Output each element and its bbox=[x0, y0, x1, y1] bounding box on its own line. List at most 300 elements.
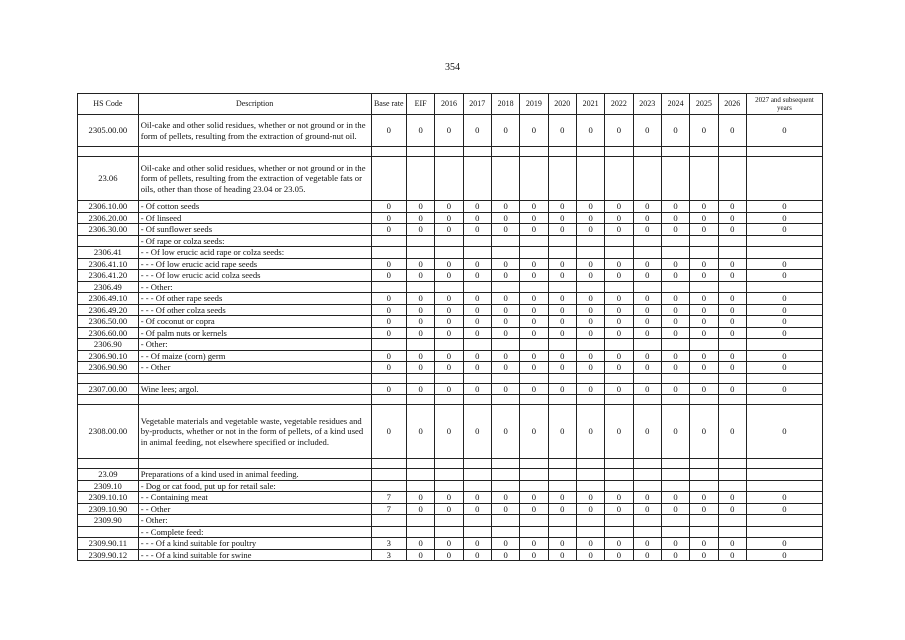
rate-cell: 3 bbox=[371, 549, 406, 561]
rate-cell bbox=[746, 235, 822, 247]
rate-cell: 0 bbox=[605, 549, 633, 561]
hs-code-cell: 2309.90.12 bbox=[78, 549, 139, 561]
rate-cell: 0 bbox=[371, 258, 406, 270]
rate-cell: 0 bbox=[690, 405, 718, 459]
rate-cell: 0 bbox=[435, 492, 463, 504]
rate-cell: 0 bbox=[435, 538, 463, 550]
empty-cell bbox=[78, 459, 139, 469]
empty-cell bbox=[661, 147, 689, 157]
rate-cell: 0 bbox=[520, 270, 548, 282]
rate-cell: 0 bbox=[491, 293, 519, 305]
rate-cell: 0 bbox=[718, 327, 746, 339]
rate-cell: 0 bbox=[371, 212, 406, 224]
table-row bbox=[78, 224, 823, 236]
rate-cell bbox=[576, 247, 604, 259]
rate-cell: 0 bbox=[491, 270, 519, 282]
empty-cell bbox=[718, 147, 746, 157]
rate-cell: 0 bbox=[661, 304, 689, 316]
rate-cell: 0 bbox=[633, 549, 661, 561]
hs-code-cell bbox=[78, 526, 139, 538]
rate-cell: 0 bbox=[718, 503, 746, 515]
rate-cell: 0 bbox=[435, 304, 463, 316]
hs-code-cell: 2306.49.20 bbox=[78, 304, 139, 316]
rate-cell bbox=[371, 281, 406, 293]
description-cell: - - - Of low erucic acid colza seeds bbox=[138, 270, 371, 282]
rate-cell: 0 bbox=[605, 383, 633, 395]
header-2022: 2022 bbox=[605, 94, 633, 115]
rate-cell: 0 bbox=[690, 201, 718, 213]
empty-cell bbox=[718, 395, 746, 405]
rate-cell: 0 bbox=[661, 549, 689, 561]
rate-cell: 0 bbox=[718, 293, 746, 305]
description-cell: - Dog or cat food, put up for retail sale: bbox=[138, 480, 371, 492]
hs-code-cell: 2306.50.00 bbox=[78, 316, 139, 328]
rate-cell: 0 bbox=[690, 212, 718, 224]
rate-cell bbox=[520, 339, 548, 351]
rate-cell bbox=[491, 515, 519, 527]
empty-cell bbox=[491, 147, 519, 157]
empty-cell bbox=[661, 373, 689, 383]
empty-cell bbox=[718, 373, 746, 383]
rate-cell bbox=[746, 281, 822, 293]
rate-cell: 0 bbox=[406, 405, 434, 459]
description-cell: - Of coconut or copra bbox=[138, 316, 371, 328]
header-description: Description bbox=[138, 94, 371, 115]
header-2021: 2021 bbox=[576, 94, 604, 115]
rate-cell: 0 bbox=[463, 492, 491, 504]
rate-cell bbox=[463, 235, 491, 247]
header-2019: 2019 bbox=[520, 94, 548, 115]
header-eif: EIF bbox=[406, 94, 434, 115]
rate-cell: 0 bbox=[605, 201, 633, 213]
table-row bbox=[78, 247, 823, 259]
rate-cell: 0 bbox=[746, 258, 822, 270]
rate-cell: 0 bbox=[520, 538, 548, 550]
rate-cell: 0 bbox=[520, 201, 548, 213]
rate-cell: 0 bbox=[718, 362, 746, 374]
rate-cell: 0 bbox=[576, 383, 604, 395]
rate-cell bbox=[406, 247, 434, 259]
empty-cell bbox=[746, 147, 822, 157]
table-row bbox=[78, 316, 823, 328]
rate-cell: 0 bbox=[435, 115, 463, 147]
rate-cell bbox=[491, 339, 519, 351]
rate-cell bbox=[661, 480, 689, 492]
rate-cell: 0 bbox=[406, 327, 434, 339]
rate-cell: 0 bbox=[576, 350, 604, 362]
empty-cell bbox=[435, 395, 463, 405]
hs-code-cell: 2306.20.00 bbox=[78, 212, 139, 224]
rate-cell bbox=[718, 281, 746, 293]
rate-cell: 0 bbox=[491, 115, 519, 147]
rate-cell: 0 bbox=[746, 492, 822, 504]
rate-cell bbox=[605, 339, 633, 351]
rate-cell: 0 bbox=[435, 327, 463, 339]
rate-cell: 0 bbox=[491, 316, 519, 328]
rate-cell: 0 bbox=[605, 350, 633, 362]
empty-cell bbox=[633, 147, 661, 157]
rate-cell: 0 bbox=[548, 293, 576, 305]
rate-cell bbox=[576, 515, 604, 527]
rate-cell bbox=[491, 281, 519, 293]
rate-cell: 0 bbox=[661, 327, 689, 339]
empty-cell bbox=[371, 395, 406, 405]
description-cell: - - Other: bbox=[138, 281, 371, 293]
rate-cell: 0 bbox=[435, 405, 463, 459]
empty-cell bbox=[520, 395, 548, 405]
table-row bbox=[78, 492, 823, 504]
empty-cell bbox=[463, 373, 491, 383]
rate-cell bbox=[371, 480, 406, 492]
rate-cell: 0 bbox=[746, 270, 822, 282]
rate-cell bbox=[661, 235, 689, 247]
description-cell: Wine lees; argol. bbox=[138, 383, 371, 395]
empty-cell bbox=[548, 395, 576, 405]
table-row bbox=[78, 526, 823, 538]
empty-cell bbox=[548, 373, 576, 383]
rate-cell: 0 bbox=[605, 224, 633, 236]
hs-code-cell: 2306.90.90 bbox=[78, 362, 139, 374]
rate-cell: 0 bbox=[406, 258, 434, 270]
rate-cell bbox=[746, 515, 822, 527]
table-row-spacer bbox=[78, 459, 823, 469]
empty-cell bbox=[605, 395, 633, 405]
rate-cell: 0 bbox=[718, 115, 746, 147]
description-cell: - Of palm nuts or kernels bbox=[138, 327, 371, 339]
description-cell: - - Containing meat bbox=[138, 492, 371, 504]
rate-cell: 0 bbox=[520, 350, 548, 362]
table-row bbox=[78, 383, 823, 395]
rate-cell: 0 bbox=[435, 383, 463, 395]
rate-cell: 0 bbox=[661, 115, 689, 147]
description-cell: - - - Of a kind suitable for poultry bbox=[138, 538, 371, 550]
rate-cell: 0 bbox=[746, 327, 822, 339]
rate-cell bbox=[633, 339, 661, 351]
empty-cell bbox=[138, 147, 371, 157]
rate-cell bbox=[576, 281, 604, 293]
rate-cell: 0 bbox=[435, 503, 463, 515]
rate-cell: 0 bbox=[371, 350, 406, 362]
rate-cell bbox=[491, 235, 519, 247]
rate-cell bbox=[435, 526, 463, 538]
empty-cell bbox=[371, 373, 406, 383]
rate-cell bbox=[633, 281, 661, 293]
description-cell: - - - Of other rape seeds bbox=[138, 293, 371, 305]
rate-cell bbox=[576, 526, 604, 538]
rate-cell: 0 bbox=[576, 492, 604, 504]
header-base-rate: Base rate bbox=[371, 94, 406, 115]
rate-cell: 0 bbox=[520, 327, 548, 339]
rate-cell bbox=[463, 281, 491, 293]
rate-cell: 0 bbox=[746, 316, 822, 328]
rate-cell: 0 bbox=[371, 115, 406, 147]
rate-cell: 0 bbox=[690, 503, 718, 515]
rate-cell: 0 bbox=[690, 293, 718, 305]
rate-cell: 0 bbox=[548, 316, 576, 328]
table-row bbox=[78, 538, 823, 550]
rate-cell: 0 bbox=[548, 383, 576, 395]
rate-cell bbox=[661, 157, 689, 201]
rate-cell: 0 bbox=[371, 327, 406, 339]
rate-cell: 0 bbox=[661, 201, 689, 213]
table-row bbox=[78, 304, 823, 316]
empty-cell bbox=[746, 395, 822, 405]
empty-cell bbox=[406, 373, 434, 383]
rate-cell: 0 bbox=[435, 549, 463, 561]
rate-cell bbox=[371, 515, 406, 527]
rate-cell: 0 bbox=[576, 224, 604, 236]
rate-cell: 0 bbox=[520, 224, 548, 236]
rate-cell: 0 bbox=[371, 316, 406, 328]
rate-cell: 0 bbox=[605, 115, 633, 147]
empty-cell bbox=[463, 147, 491, 157]
table-row bbox=[78, 503, 823, 515]
empty-cell bbox=[633, 395, 661, 405]
empty-cell bbox=[463, 395, 491, 405]
rate-cell: 0 bbox=[746, 362, 822, 374]
rate-cell: 0 bbox=[690, 258, 718, 270]
rate-cell bbox=[491, 247, 519, 259]
rate-cell: 0 bbox=[548, 270, 576, 282]
rate-cell: 0 bbox=[633, 224, 661, 236]
rate-cell: 0 bbox=[576, 212, 604, 224]
rate-cell: 0 bbox=[746, 549, 822, 561]
header-2017: 2017 bbox=[463, 94, 491, 115]
empty-cell bbox=[633, 459, 661, 469]
rate-cell bbox=[548, 281, 576, 293]
rate-cell: 0 bbox=[605, 538, 633, 550]
rate-cell bbox=[491, 157, 519, 201]
rate-cell: 0 bbox=[718, 316, 746, 328]
table-row bbox=[78, 258, 823, 270]
rate-cell: 0 bbox=[718, 405, 746, 459]
empty-cell bbox=[371, 147, 406, 157]
rate-cell bbox=[406, 339, 434, 351]
rate-cell: 0 bbox=[690, 549, 718, 561]
empty-cell bbox=[435, 459, 463, 469]
rate-cell: 0 bbox=[746, 503, 822, 515]
rate-cell: 0 bbox=[633, 258, 661, 270]
rate-cell: 0 bbox=[406, 212, 434, 224]
rate-cell: 0 bbox=[491, 327, 519, 339]
rate-cell: 0 bbox=[718, 304, 746, 316]
empty-cell bbox=[605, 373, 633, 383]
rate-cell: 0 bbox=[633, 383, 661, 395]
rate-cell: 0 bbox=[718, 538, 746, 550]
rate-cell: 0 bbox=[548, 258, 576, 270]
hs-code-cell: 2309.10 bbox=[78, 480, 139, 492]
rate-cell: 0 bbox=[661, 362, 689, 374]
rate-cell: 0 bbox=[463, 549, 491, 561]
rate-cell bbox=[661, 469, 689, 481]
rate-cell: 0 bbox=[633, 503, 661, 515]
rate-cell bbox=[491, 526, 519, 538]
rate-cell bbox=[661, 281, 689, 293]
rate-cell bbox=[463, 515, 491, 527]
rate-cell: 0 bbox=[576, 405, 604, 459]
hs-code-cell: 2306.41.10 bbox=[78, 258, 139, 270]
hs-code-cell: 2306.49 bbox=[78, 281, 139, 293]
rate-cell: 0 bbox=[633, 293, 661, 305]
rate-cell: 0 bbox=[746, 201, 822, 213]
table-row-spacer bbox=[78, 373, 823, 383]
rate-cell bbox=[371, 235, 406, 247]
rate-cell bbox=[690, 235, 718, 247]
table-row bbox=[78, 212, 823, 224]
rate-cell bbox=[406, 157, 434, 201]
rate-cell: 0 bbox=[718, 492, 746, 504]
rate-cell: 0 bbox=[746, 383, 822, 395]
rate-cell: 0 bbox=[661, 383, 689, 395]
rate-cell: 0 bbox=[605, 327, 633, 339]
description-cell: - Of sunflower seeds bbox=[138, 224, 371, 236]
rate-cell: 0 bbox=[435, 293, 463, 305]
rate-cell: 0 bbox=[718, 549, 746, 561]
tariff-schedule-table bbox=[77, 93, 823, 561]
rate-cell: 3 bbox=[371, 538, 406, 550]
rate-cell bbox=[371, 469, 406, 481]
empty-cell bbox=[138, 395, 371, 405]
description-cell: - Of linseed bbox=[138, 212, 371, 224]
rate-cell: 0 bbox=[718, 270, 746, 282]
rate-cell: 0 bbox=[371, 224, 406, 236]
rate-cell: 0 bbox=[746, 350, 822, 362]
rate-cell bbox=[605, 526, 633, 538]
table-row-spacer bbox=[78, 147, 823, 157]
rate-cell bbox=[520, 480, 548, 492]
rate-cell: 0 bbox=[661, 350, 689, 362]
description-cell: - - - Of other colza seeds bbox=[138, 304, 371, 316]
rate-cell bbox=[435, 247, 463, 259]
tariff-body bbox=[78, 115, 823, 561]
rate-cell: 0 bbox=[690, 270, 718, 282]
rate-cell: 0 bbox=[746, 224, 822, 236]
rate-cell bbox=[718, 157, 746, 201]
rate-cell: 0 bbox=[371, 405, 406, 459]
rate-cell: 0 bbox=[406, 270, 434, 282]
empty-cell bbox=[138, 459, 371, 469]
rate-cell: 0 bbox=[633, 405, 661, 459]
rate-cell: 0 bbox=[576, 270, 604, 282]
rate-cell: 0 bbox=[548, 503, 576, 515]
rate-cell bbox=[633, 480, 661, 492]
hs-code-cell: 2306.41.20 bbox=[78, 270, 139, 282]
description-cell: Oil-cake and other solid residues, whether or not ground or in the form of pellets, resulting from the extraction of vegetable fats or oils, other than those of heading 23.04 or 23.05. bbox=[138, 157, 371, 201]
description-cell: - Of rape or colza seeds: bbox=[138, 235, 371, 247]
rate-cell: 0 bbox=[661, 212, 689, 224]
rate-cell bbox=[718, 339, 746, 351]
rate-cell: 0 bbox=[605, 405, 633, 459]
rate-cell: 0 bbox=[463, 350, 491, 362]
empty-cell bbox=[746, 459, 822, 469]
rate-cell: 0 bbox=[548, 115, 576, 147]
table-row bbox=[78, 293, 823, 305]
rate-cell bbox=[633, 247, 661, 259]
empty-cell bbox=[576, 395, 604, 405]
rate-cell bbox=[633, 157, 661, 201]
rate-cell: 0 bbox=[463, 258, 491, 270]
rate-cell: 0 bbox=[463, 538, 491, 550]
rate-cell bbox=[463, 469, 491, 481]
rate-cell: 0 bbox=[548, 350, 576, 362]
empty-cell bbox=[690, 373, 718, 383]
rate-cell: 0 bbox=[690, 350, 718, 362]
rate-cell bbox=[576, 469, 604, 481]
rate-cell bbox=[548, 247, 576, 259]
rate-cell: 0 bbox=[718, 350, 746, 362]
description-cell: Oil-cake and other solid residues, whether or not ground or in the form of pellets, resulting from the extraction of ground-nut oil. bbox=[138, 115, 371, 147]
rate-cell: 0 bbox=[406, 304, 434, 316]
description-cell: - - Of maize (corn) germ bbox=[138, 350, 371, 362]
header-2018: 2018 bbox=[491, 94, 519, 115]
rate-cell: 0 bbox=[371, 201, 406, 213]
empty-cell bbox=[690, 459, 718, 469]
rate-cell: 0 bbox=[576, 304, 604, 316]
rate-cell: 0 bbox=[633, 201, 661, 213]
rate-cell: 0 bbox=[371, 362, 406, 374]
rate-cell: 0 bbox=[548, 304, 576, 316]
hs-code-cell: 2306.60.00 bbox=[78, 327, 139, 339]
rate-cell bbox=[406, 480, 434, 492]
rate-cell bbox=[435, 339, 463, 351]
rate-cell: 0 bbox=[520, 316, 548, 328]
rate-cell: 0 bbox=[661, 538, 689, 550]
rate-cell: 0 bbox=[661, 224, 689, 236]
rate-cell bbox=[746, 247, 822, 259]
rate-cell: 0 bbox=[435, 350, 463, 362]
rate-cell bbox=[463, 526, 491, 538]
rate-cell: 0 bbox=[576, 362, 604, 374]
rate-cell bbox=[520, 157, 548, 201]
rate-cell bbox=[406, 526, 434, 538]
empty-cell bbox=[520, 147, 548, 157]
rate-cell: 0 bbox=[690, 327, 718, 339]
hs-code-cell: 23.09 bbox=[78, 469, 139, 481]
empty-cell bbox=[548, 459, 576, 469]
hs-code-cell: 2306.49.10 bbox=[78, 293, 139, 305]
rate-cell bbox=[690, 339, 718, 351]
table-row bbox=[78, 350, 823, 362]
rate-cell: 0 bbox=[520, 212, 548, 224]
empty-cell bbox=[605, 459, 633, 469]
rate-cell: 0 bbox=[548, 549, 576, 561]
rate-cell: 0 bbox=[746, 538, 822, 550]
rate-cell bbox=[690, 157, 718, 201]
rate-cell bbox=[463, 480, 491, 492]
rate-cell bbox=[406, 235, 434, 247]
rate-cell bbox=[605, 515, 633, 527]
rate-cell: 0 bbox=[690, 316, 718, 328]
table-row bbox=[78, 201, 823, 213]
empty-cell bbox=[520, 373, 548, 383]
rate-cell bbox=[520, 247, 548, 259]
rate-cell: 0 bbox=[520, 293, 548, 305]
empty-cell bbox=[406, 459, 434, 469]
rate-cell: 0 bbox=[690, 115, 718, 147]
rate-cell: 0 bbox=[371, 293, 406, 305]
rate-cell bbox=[576, 235, 604, 247]
rate-cell bbox=[633, 526, 661, 538]
empty-cell bbox=[661, 459, 689, 469]
hs-code-cell: 2306.90.10 bbox=[78, 350, 139, 362]
hs-code-cell: 2307.00.00 bbox=[78, 383, 139, 395]
table-row bbox=[78, 480, 823, 492]
rate-cell: 0 bbox=[661, 270, 689, 282]
rate-cell: 0 bbox=[605, 293, 633, 305]
rate-cell: 0 bbox=[746, 304, 822, 316]
rate-cell bbox=[520, 526, 548, 538]
rate-cell bbox=[371, 247, 406, 259]
